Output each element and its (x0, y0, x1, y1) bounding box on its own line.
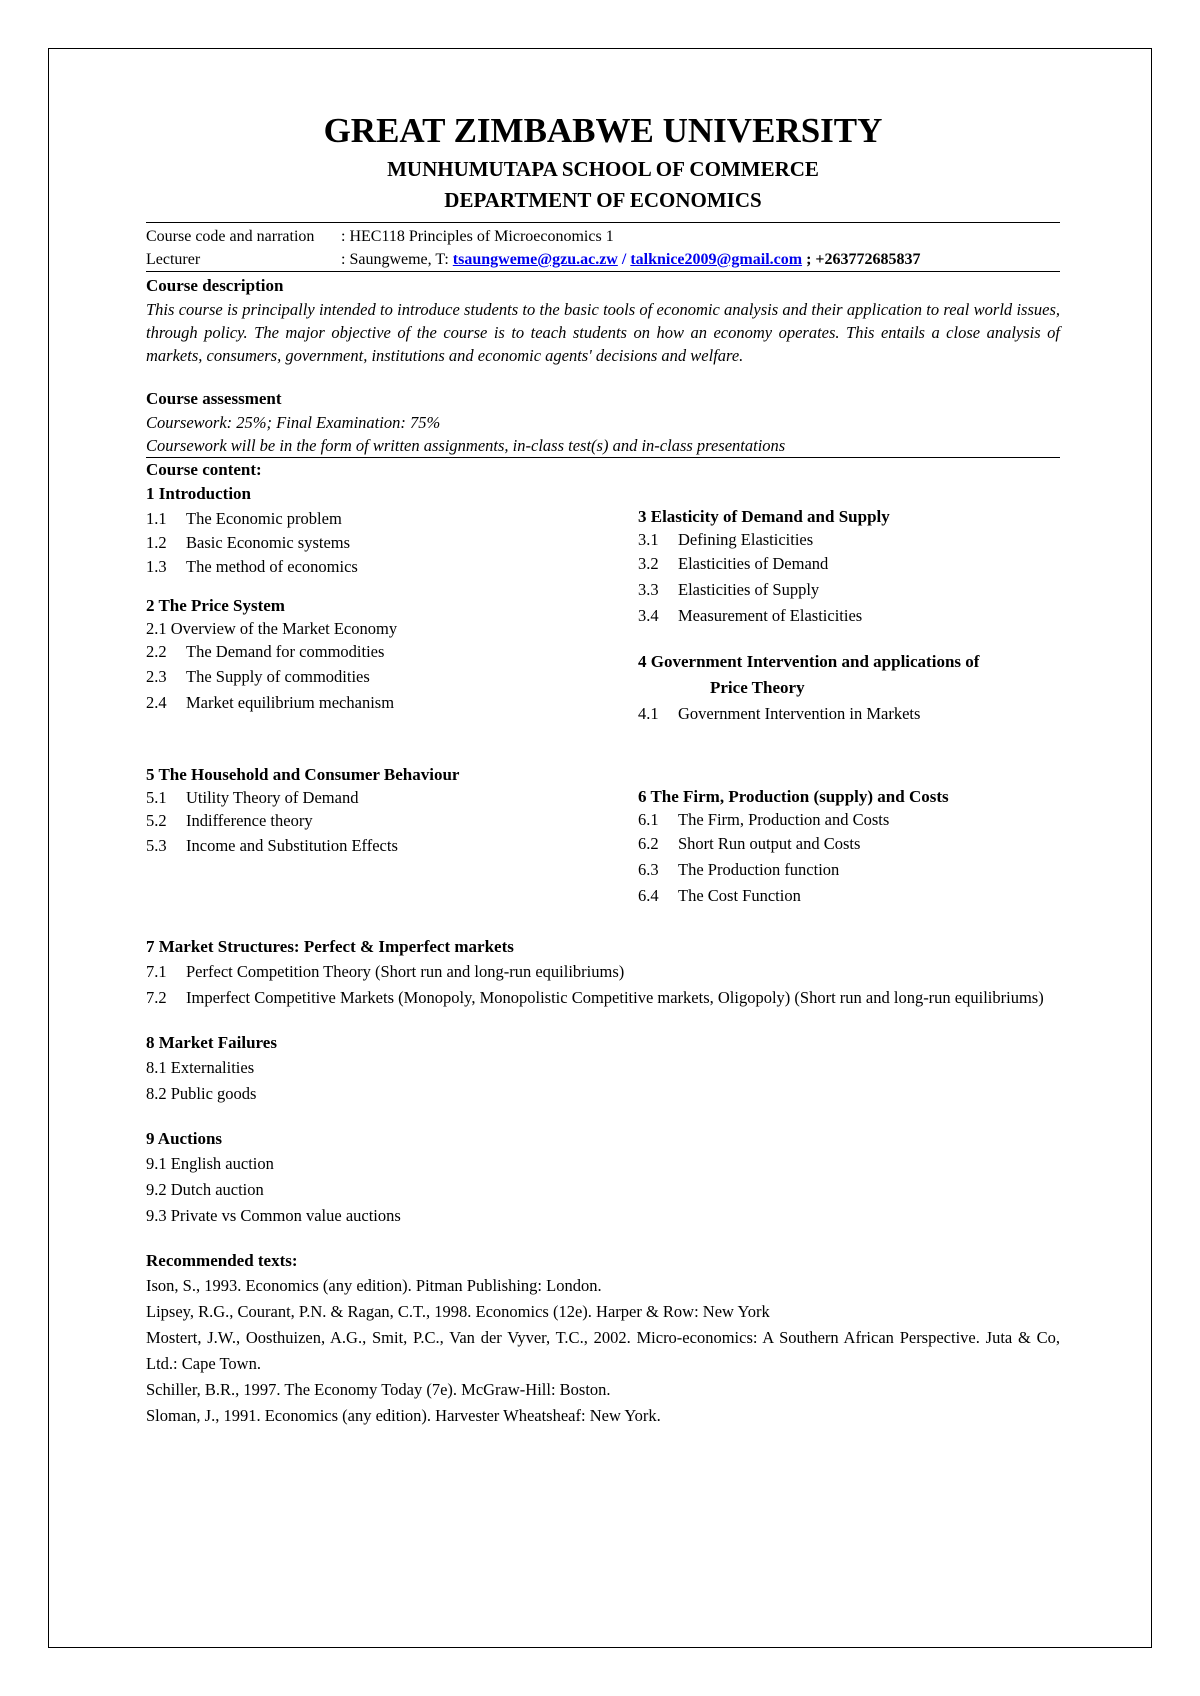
item-text: Government Intervention in Markets (678, 704, 921, 723)
list-item (146, 690, 638, 716)
list-item (146, 787, 638, 809)
list-item: 9.2 Dutch auction (146, 1180, 264, 1199)
list-item (638, 701, 1060, 727)
course-code-row (146, 225, 1060, 248)
item-number: 6.3 (638, 860, 659, 879)
department-title: DEPARTMENT OF ECONOMICS (444, 188, 762, 212)
document-body (146, 108, 1060, 1429)
meta-rule (146, 271, 1060, 272)
item-text: The Production function (678, 860, 840, 879)
item-text: Indifference theory (186, 811, 313, 830)
recommended-texts (146, 1249, 1060, 1429)
item-text: The method of economics (186, 557, 358, 576)
list-item (146, 532, 638, 554)
reference-item: Ison, S., 1993. Economics (any edition). Pitman Publishing: London. (146, 1276, 602, 1295)
list-item: 9.3 Private vs Common value auctions (146, 1206, 401, 1225)
item-text: Utility Theory of Demand (186, 788, 359, 807)
item-text: Perfect Competition Theory (Short run and long-run equilibriums) (186, 962, 625, 981)
left-column-1 (146, 482, 638, 727)
item-number: 6.2 (638, 834, 659, 853)
content-columns-2 (146, 763, 1060, 909)
course-code-value: : HEC118 Principles of Microeconomics 1 (341, 228, 614, 245)
section-3-title: 3 Elasticity of Demand and Supply (638, 507, 890, 526)
texts-heading: Recommended texts: (146, 1251, 298, 1270)
list-item (638, 529, 1060, 551)
list-item (146, 985, 1060, 1011)
list-item (146, 959, 1060, 985)
item-text: The Firm, Production and Costs (678, 810, 890, 829)
university-title: GREAT ZIMBABWE UNIVERSITY (323, 111, 883, 150)
description-text: This course is principally intended to introduce students to the basic tools of economic analysis and their application to real world issues, through policy. The major objective of the course is to teach students on how an economy operates. This entails a close analysis of markets, consumers, government, institutions and economic agents' decisions and welfare. (146, 300, 1060, 365)
item-number: 5.1 (146, 788, 167, 807)
section-4-title: 4 Government Intervention and applications of (638, 652, 980, 671)
list-item: 2.1 Overview of the Market Economy (146, 619, 398, 638)
phone-number: ; +263772685837 (802, 251, 921, 268)
item-number: 7.1 (146, 962, 167, 981)
section-2-title: 2 The Price System (146, 596, 285, 615)
item-text: The Economic problem (186, 509, 342, 528)
item-text: The Demand for commodities (186, 642, 385, 661)
item-text: Elasticities of Demand (678, 554, 829, 573)
item-number: 3.3 (638, 580, 659, 599)
list-item (146, 833, 638, 859)
item-number: 2.2 (146, 642, 167, 661)
item-text: Short Run output and Costs (678, 834, 861, 853)
item-number: 1.2 (146, 533, 167, 552)
item-number: 5.2 (146, 811, 167, 830)
reference-item: Schiller, B.R., 1997. The Economy Today (7e). McGraw-Hill: Boston. (146, 1380, 611, 1399)
section-6-title: 6 The Firm, Production (supply) and Costs (638, 787, 949, 806)
content-heading: Course content: (146, 460, 262, 479)
list-item (638, 551, 1060, 577)
left-column-2 (146, 763, 638, 909)
assessment-form: Coursework will be in the form of written assignments, in-class test(s) and in-class presentations (146, 436, 786, 455)
item-text: Measurement of Elasticities (678, 606, 863, 625)
item-number: 3.1 (638, 530, 659, 549)
item-number: 6.4 (638, 886, 659, 905)
list-item: 9.1 English auction (146, 1154, 274, 1173)
header-rule (146, 222, 1060, 223)
school-title: MUNHUMUTAPA SCHOOL OF COMMERCE (387, 157, 819, 181)
description-heading: Course description (146, 276, 284, 295)
list-item (146, 554, 638, 580)
right-column-1 (638, 482, 1060, 727)
lecturer-row (146, 248, 1060, 271)
section-1-title: 1 Introduction (146, 484, 252, 503)
item-text: Market equilibrium mechanism (186, 693, 395, 712)
course-code-label: Course code and narration (146, 228, 315, 245)
list-item (146, 506, 638, 532)
item-number: 5.3 (146, 836, 167, 855)
section-8-title: 8 Market Failures (146, 1033, 277, 1052)
section-7-title: 7 Market Structures: Perfect & Imperfect markets (146, 937, 514, 956)
item-number: 4.1 (638, 704, 659, 723)
lecturer-value (341, 248, 921, 271)
assessment-heading: Course assessment (146, 389, 282, 408)
item-number: 3.4 (638, 606, 659, 625)
reference-item: Sloman, J., 1991. Economics (any edition). Harvester Wheatsheaf: New York. (146, 1406, 661, 1425)
item-text: The Supply of commodities (186, 667, 370, 686)
section-9-title: 9 Auctions (146, 1129, 223, 1148)
section-5-title: 5 The Household and Consumer Behaviour (146, 765, 460, 784)
item-text: Imperfect Competitive Markets (Monopoly, Monopolistic Competitive markets, Oligopoly) (Short run and long-run equilibriums) (186, 988, 1044, 1007)
item-text: Elasticities of Supply (678, 580, 820, 599)
section-4-title-cont: Price Theory (710, 678, 805, 697)
list-item (146, 809, 638, 833)
list-item (146, 640, 638, 664)
content-columns-1 (146, 482, 1060, 727)
assessment-weights: Coursework: 25%; Final Examination: 75% (146, 413, 441, 432)
item-text: The Cost Function (678, 886, 801, 905)
list-item (638, 831, 1060, 857)
list-item (638, 857, 1060, 883)
item-number: 6.1 (638, 810, 659, 829)
item-text: Defining Elasticities (678, 530, 814, 549)
item-number: 1.3 (146, 557, 167, 576)
email-link-1[interactable]: tsaungweme@gzu.ac.zw (452, 251, 618, 268)
reference-item: Mostert, J.W., Oosthuizen, A.G., Smit, P.C., Van der Vyver, T.C., 2002. Micro-economics: A Southern African Perspective. Juta & Co, Ltd.: Cape Town. (146, 1328, 1060, 1373)
list-item (638, 883, 1060, 909)
list-item (638, 603, 1060, 629)
list-item: 8.2 Public goods (146, 1084, 257, 1103)
item-text: Basic Economic systems (186, 533, 351, 552)
item-number: 2.4 (146, 693, 167, 712)
lecturer-name: : Saungweme, T: (341, 251, 453, 268)
item-number: 7.2 (146, 988, 167, 1007)
right-column-2 (638, 763, 1060, 909)
email-separator: / (617, 251, 631, 268)
list-item (638, 577, 1060, 603)
list-item (638, 809, 1060, 831)
email-link-2[interactable]: talknice2009@gmail.com (630, 251, 803, 268)
list-item (146, 664, 638, 690)
item-number: 3.2 (638, 554, 659, 573)
item-number: 2.3 (146, 667, 167, 686)
item-number: 1.1 (146, 509, 167, 528)
list-item: 8.1 Externalities (146, 1058, 255, 1077)
item-text: Income and Substitution Effects (186, 836, 398, 855)
lecturer-label: Lecturer (146, 251, 201, 268)
reference-item: Lipsey, R.G., Courant, P.N. & Ragan, C.T., 1998. Economics (12e). Harper & Row: New York (146, 1302, 770, 1321)
